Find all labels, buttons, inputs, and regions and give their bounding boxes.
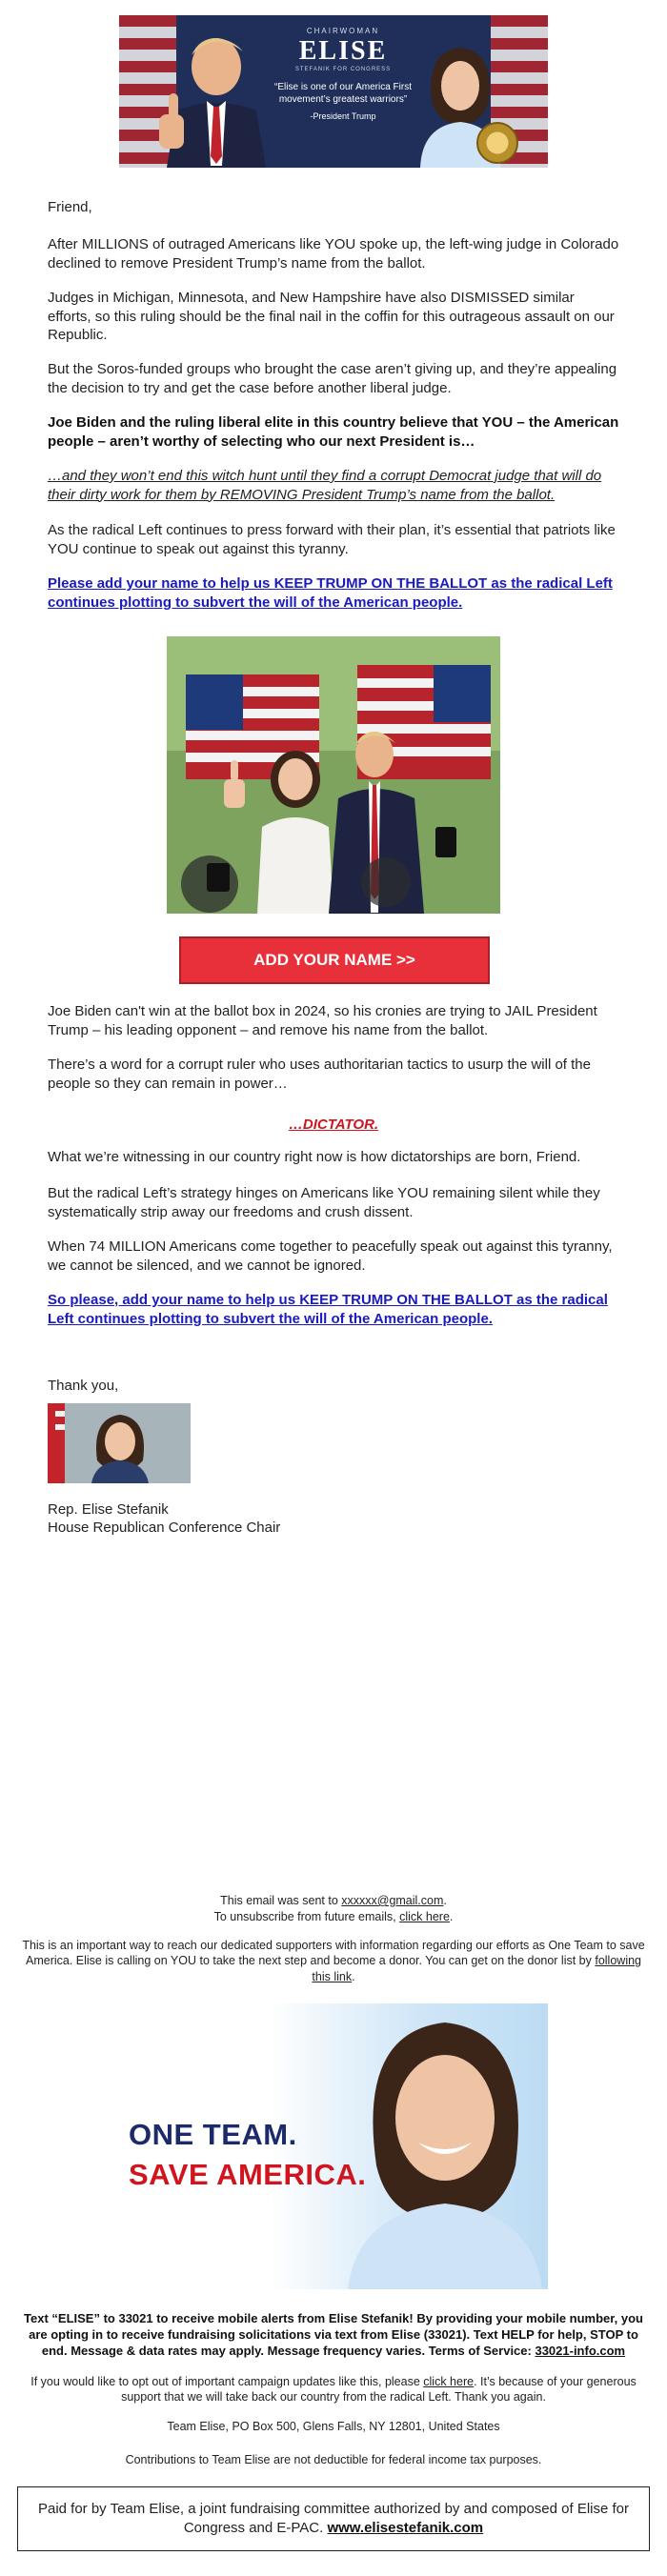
tax-disclaimer: Contributions to Team Elise are not deductible for federal income tax purposes. xyxy=(125,2453,542,2466)
add-name-link-1[interactable]: Please add your name to help us KEEP TRUMP ON THE BALLOT as the radical Left continues plotting to subvert the will of the American people. xyxy=(48,575,613,611)
add-your-name-button[interactable]: ADD YOUR NAME >> xyxy=(179,936,490,984)
banner-kicker: CHAIRWOMAN xyxy=(306,27,380,35)
unsubscribe-line xyxy=(19,1909,648,1924)
sms-paragraph xyxy=(19,2311,648,2360)
donor-text: This is an important way to reach our dedicated supporters with information regarding our efforts as One Team to save America. Elise is calling on YOU to take the next step and become a donor. You can get on the donor list by xyxy=(22,1939,645,1968)
banner-sub: STEFANIK FOR CONGRESS xyxy=(294,67,392,73)
paragraph-7: Joe Biden can't win at the ballot box in 2024, so his cronies are trying to JAIL President Trump – his leading opponent – and remove his name from the ballot. xyxy=(48,1003,597,1038)
banner-text xyxy=(272,27,414,123)
paragraph-2: Judges in Michigan, Minnesota, and New Hampshire have also DISMISSED similar efforts, so this ruling should be the final nail in the coffin for this outrageous assault on our Republic. xyxy=(48,290,615,343)
elise-logo: ELISE xyxy=(298,36,388,67)
greeting: Friend, xyxy=(48,199,92,215)
recipient-email-link[interactable]: xxxxxx@gmail.com xyxy=(341,1894,444,1907)
optout-suffix: . It’s because of your generous support that we will take back our country from the radical Left. Thank you again. xyxy=(121,2375,637,2405)
one-team-banner xyxy=(119,2003,548,2289)
banner-save-america: SAVE AMERICA. xyxy=(129,2158,367,2191)
sms-terms-link[interactable]: 33021-info.com xyxy=(535,2343,626,2358)
add-name-link-2[interactable]: So please, add your name to help us KEEP TRUMP ON THE BALLOT as the radical Left continues plotting to subvert the will of the American people. xyxy=(48,1292,608,1327)
paragraph-11: When 74 MILLION Americans come together to peacefully speak out against this tyranny, we cannot be silenced, and we cannot be ignored. xyxy=(48,1238,613,1274)
elise-stefanik-portrait xyxy=(338,2003,548,2289)
paragraph-6: As the radical Left continues to press forward with their plan, it’s essential that patriots like YOU continue to speak out against this tyranny. xyxy=(48,522,616,557)
donor-suffix: . xyxy=(352,1969,355,1983)
official-seal-icon xyxy=(476,122,518,164)
banner-attribution: -President Trump xyxy=(310,111,376,122)
paid-for-text xyxy=(33,2500,634,2539)
sent-suffix: . xyxy=(443,1894,447,1907)
unsub-prefix: To unsubscribe from future emails, xyxy=(213,1910,400,1923)
paragraph-10: But the radical Left’s strategy hinges on Americans like YOU remaining silent while they systematically strip away our freedoms and crush dissent. xyxy=(48,1185,600,1220)
trump-thumbs-up-photo xyxy=(157,23,272,168)
unsub-suffix: . xyxy=(449,1910,454,1923)
header-banner xyxy=(119,15,548,168)
signature-name: Rep. Elise Stefanik xyxy=(48,1501,169,1518)
dictator-callout: …DICTATOR. xyxy=(288,1117,379,1133)
signature-title: House Republican Conference Chair xyxy=(48,1519,281,1536)
paragraph-9: What we’re witnessing in our country right now is how dictatorships are born, Friend. xyxy=(48,1149,581,1165)
paragraph-8: There’s a word for a corrupt ruler who uses authoritarian tactics to usurp the will of the people so they can remain in power… xyxy=(48,1057,591,1092)
stefanik-trump-rally-photo xyxy=(167,636,500,914)
unsubscribe-link[interactable]: click here xyxy=(399,1910,450,1923)
optout-link[interactable]: click here xyxy=(423,2375,475,2388)
optout-prefix: If you would like to opt out of important campaign updates like this, please xyxy=(30,2375,424,2388)
optout-paragraph xyxy=(19,2374,648,2405)
banner-one-team: ONE TEAM. xyxy=(129,2118,297,2151)
paragraph-4-bold: Joe Biden and the ruling liberal elite in this country believe that YOU – the American people – aren’t worthy of selecting who our next President is… xyxy=(48,414,619,450)
banner-quote: “Elise is one of our America First movement’s greatest warriors” xyxy=(274,82,412,105)
paid-prefix: Paid for by Team Elise, a joint fundraising committee authorized by and composed of Elise for Congress and E-PAC. xyxy=(37,2500,630,2536)
paragraph-3: But the Soros-funded groups who brought the case aren’t giving up, and they’re appealing the decision to try and get the case before another liberal judge. xyxy=(48,361,617,396)
sms-text: Text “ELISE” to 33021 to receive mobile alerts from Elise Stefanik! By providing your mobile number, you are opting in to receive fundraising solicitations via text from Elise (33021). Text HELP for help, STOP to end. Message & data rates may apply. Message frequency varies. Terms of Service: xyxy=(24,2311,643,2358)
closing-thanks: Thank you, xyxy=(48,1378,119,1394)
website-link[interactable]: www.elisestefanik.com xyxy=(327,2520,484,2536)
sent-prefix: This email was sent to xyxy=(220,1894,342,1907)
signature-portrait-photo xyxy=(48,1403,191,1483)
paragraph-1: After MILLIONS of outraged Americans like YOU spoke up, the left-wing judge in Colorado declined to remove President Trump’s name from the ballot. xyxy=(48,236,619,272)
sent-to-line xyxy=(19,1893,648,1908)
paid-for-box xyxy=(17,2486,650,2551)
paragraph-5-italic: …and they won’t end this witch hunt until they find a corrupt Democrat judge that will do their dirty work for them by REMOVING President Trump’s name from the ballot. xyxy=(48,468,602,503)
donor-list-link[interactable]: following this link xyxy=(312,1954,641,1983)
donor-paragraph xyxy=(19,1938,648,1984)
mailing-address: Team Elise, PO Box 500, Glens Falls, NY 12801, United States xyxy=(167,2420,500,2433)
